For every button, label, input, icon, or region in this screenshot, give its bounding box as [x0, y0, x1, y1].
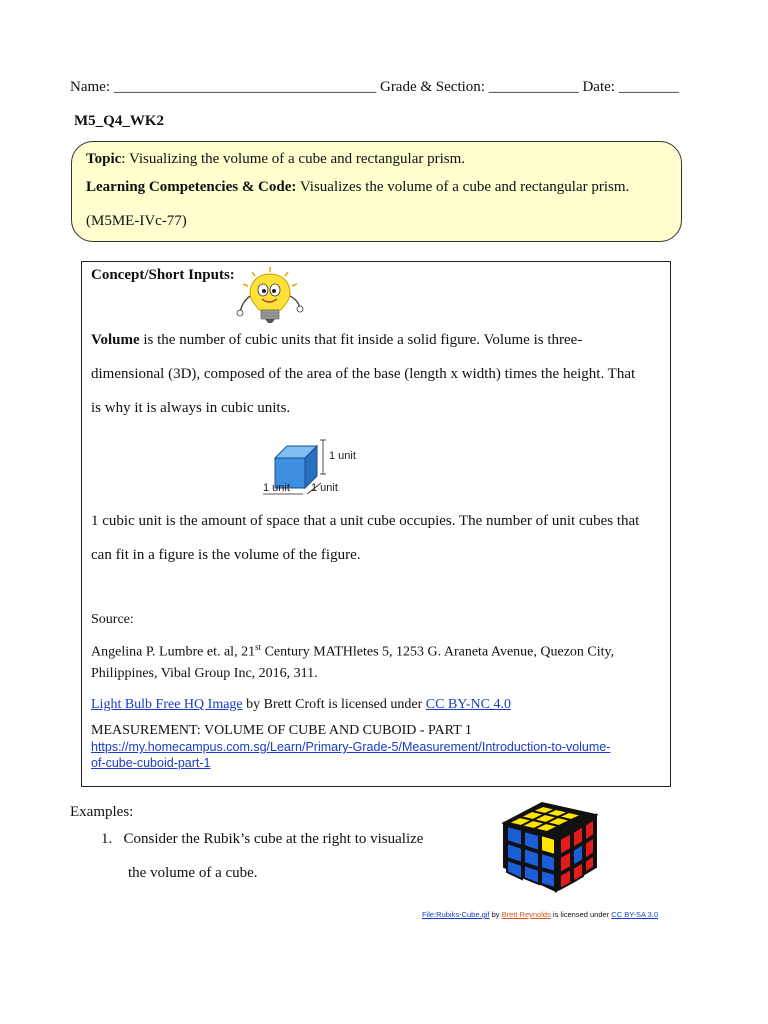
- grade-section-blank[interactable]: ____________: [488, 79, 579, 95]
- volume-definition-line2: dimensional (3D), composed of the area of the base (length x width) times the height. That: [91, 366, 636, 382]
- topic-line: [86, 151, 465, 168]
- unit-cube-diagram: [257, 428, 397, 500]
- topic-box: [71, 141, 682, 242]
- volume-definition-line1: [91, 332, 582, 349]
- homecampus-link-cont[interactable]: of-cube-cuboid-part-1: [91, 756, 211, 770]
- credit-licensed: is licensed under: [550, 910, 612, 919]
- concept-box: [81, 261, 671, 787]
- source-citation-line2: Philippines, Vibal Group Inc, 2016, 311.: [91, 666, 318, 681]
- rubiks-image-credit: [422, 910, 658, 919]
- grade-section-label: Grade & Section:: [376, 79, 489, 95]
- credit-by: by: [489, 910, 502, 919]
- rubiks-author-link[interactable]: Brett Reynolds: [501, 910, 551, 919]
- volume-definition-line3: is why it is always in cubic units.: [91, 400, 291, 416]
- competency-code: (M5ME-IVc-77): [86, 213, 187, 229]
- concept-heading: Concept/Short Inputs:: [91, 267, 235, 283]
- homecampus-url-line1: [91, 740, 610, 755]
- date-blank[interactable]: ________: [618, 79, 679, 95]
- cube-length-label: 1 unit: [263, 482, 290, 494]
- name-blank[interactable]: ___________________________________: [113, 79, 377, 95]
- topic-text: : Visualizing the volume of a cube and rectangular prism.: [121, 151, 466, 167]
- learning-competency-text: Visualizes the volume of a cube and rectangular prism.: [296, 179, 630, 195]
- name-label: Name:: [70, 79, 114, 95]
- topic-label: Topic: [86, 151, 122, 167]
- bulb-license-link[interactable]: CC BY-NC 4.0: [425, 697, 511, 712]
- bulb-credit-line: [91, 697, 511, 713]
- cubic-unit-line1: 1 cubic unit is the amount of space that a unit cube occupies. The number of unit cubes that: [91, 513, 640, 529]
- rubiks-file-link[interactable]: File:Rubiks-Cube.gif: [422, 910, 490, 919]
- cube-height-label: 1 unit: [329, 450, 356, 462]
- bulb-credit-by: by Brett Croft is licensed under: [242, 697, 426, 712]
- source-citation-line1: [91, 642, 614, 661]
- learning-competency-line: [86, 179, 629, 196]
- homecampus-link[interactable]: https://my.homecampus.com.sg/Learn/Primary-Grade-5/Measurement/Introduction-to-volume-: [91, 740, 611, 754]
- example-1-number: 1.: [101, 831, 113, 847]
- date-label: Date:: [578, 79, 619, 95]
- rubiks-license-link[interactable]: CC BY-SA 3.0: [611, 910, 659, 919]
- module-code: M5_Q4_WK2: [74, 113, 164, 129]
- cubic-unit-line2: can fit in a figure is the volume of the figure.: [91, 547, 361, 563]
- source-label: Source:: [91, 612, 134, 627]
- cube-width-label: 1 unit: [311, 482, 338, 494]
- example-1-line1: [101, 831, 423, 848]
- learning-competency-label: Learning Competencies & Code:: [86, 179, 297, 195]
- example-1-text: Consider the Rubik’s cube at the right to visualize: [123, 831, 424, 847]
- bulb-image-link[interactable]: Light Bulb Free HQ Image: [91, 697, 243, 712]
- volume-term: Volume: [91, 332, 140, 348]
- homecampus-url-line2: [91, 756, 211, 771]
- measurement-title: MEASUREMENT: VOLUME OF CUBE AND CUBOID - PART 1: [91, 723, 472, 738]
- examples-label: Examples:: [70, 804, 134, 820]
- source-citation-b: Century MATHletes 5, 1253 G. Araneta Avenue, Quezon City,: [261, 644, 615, 660]
- example-1-line2: the volume of a cube.: [128, 865, 258, 881]
- source-citation-a: Angelina P. Lumbre et. al, 21: [91, 644, 256, 660]
- source-citation-sup: st: [255, 642, 262, 652]
- rubiks-cube-image: [498, 801, 602, 893]
- volume-text-1: is the number of cubic units that fit inside a solid figure. Volume is three-: [139, 332, 583, 348]
- light-bulb-icon: [234, 266, 306, 328]
- header-line: [70, 79, 710, 96]
